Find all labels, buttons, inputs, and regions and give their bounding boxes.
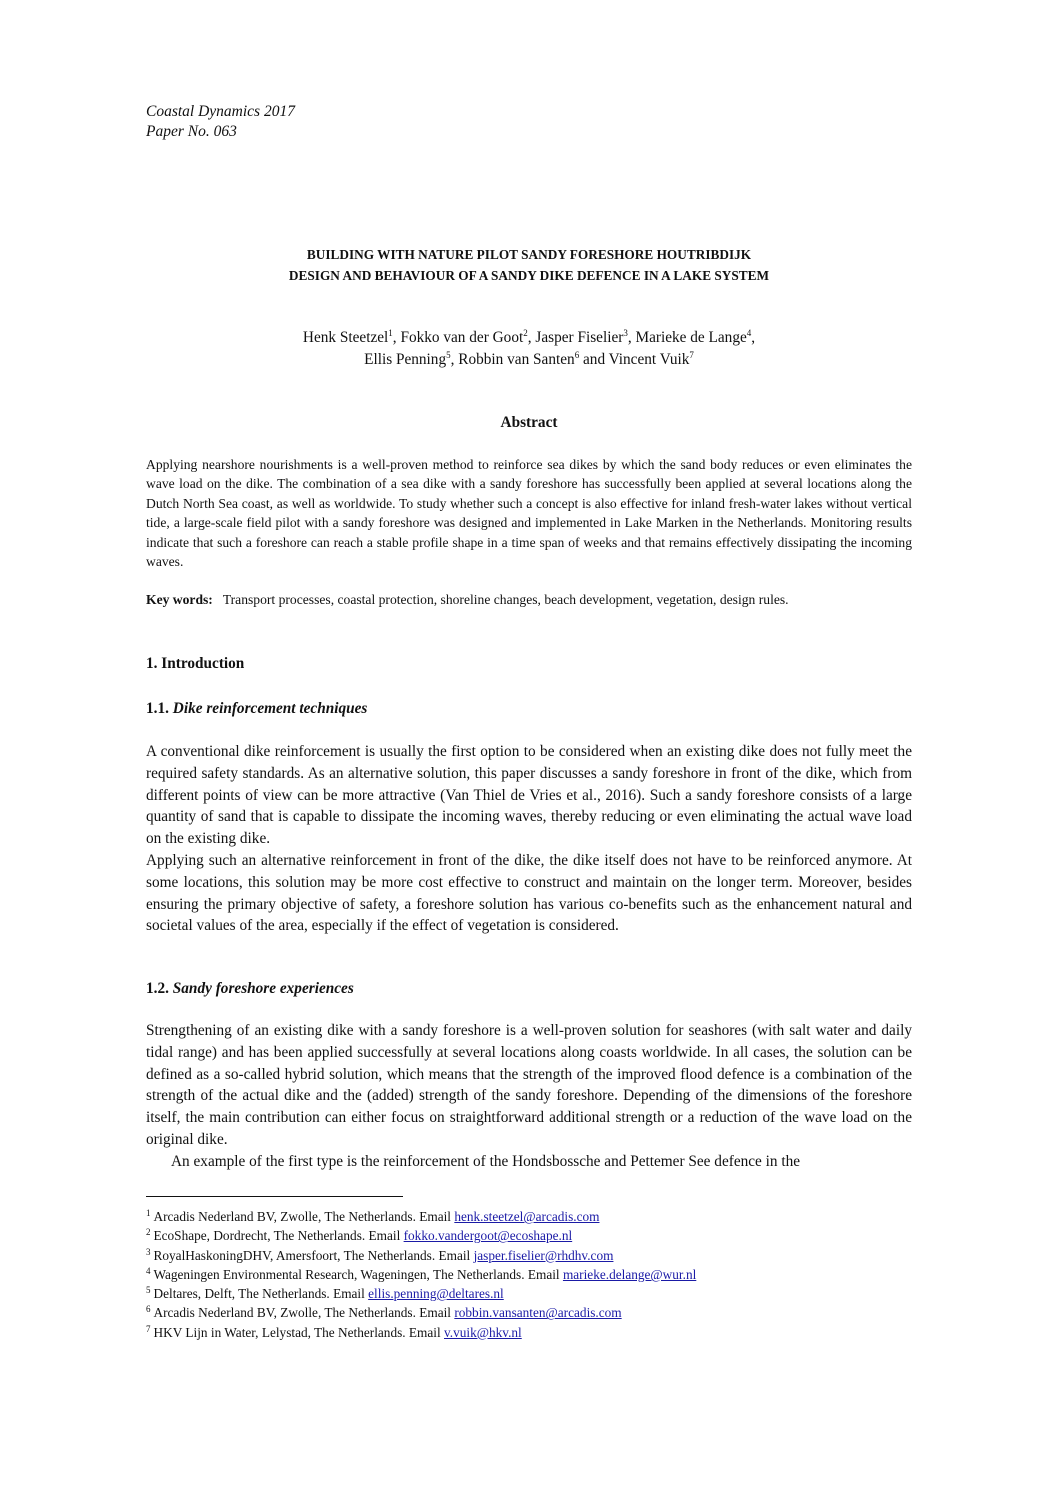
footnote-affiliation: RoyalHaskoningDHV, Amersfoort, The Netherlands. Email xyxy=(153,1247,474,1263)
subsection-title: Sandy foreshore experiences xyxy=(172,980,354,997)
footnote xyxy=(146,1303,912,1322)
footnote-number: 4 xyxy=(146,1265,151,1276)
subsection-number: 1.2. xyxy=(146,980,169,997)
footnote-affiliation: EcoShape, Dordrecht, The Netherlands. Email xyxy=(153,1228,404,1244)
paper-title xyxy=(146,244,912,286)
email-link[interactable]: ellis.penning@deltares.nl xyxy=(368,1286,504,1302)
email-link[interactable]: marieke.delange@wur.nl xyxy=(562,1266,697,1282)
footnote-number: 7 xyxy=(146,1323,151,1334)
section-heading-introduction: 1. Introduction xyxy=(146,655,245,672)
title-line-1: BUILDING WITH NATURE PILOT SANDY FORESHORE HOUTRIBDIJK xyxy=(306,247,752,262)
abstract-text: Applying nearshore nourishments is a well-proven method to reinforce sea dikes by which the sand body reduces or even eliminates the wave load on the dike. The combination of a sea dike with a sandy foreshore has successfully been applied at several locations along the Dutch North Sea coast, as well as worldwide. To study whether such a concept is also effective for inland fresh-water lakes without vertical tide, a large-scale field pilot with a sandy foreshore was designed and implemented in Lake Marken in the Netherlands. Monitoring results indicate that such a foreshore can reach a stable profile shape in a time span of weeks and that remains effectively dissipating the incoming waves. xyxy=(146,457,912,570)
keywords-text: Transport processes, coastal protection, shoreline changes, beach development, vegetation, design rules. xyxy=(222,592,789,607)
author-name: Jasper Fiselier xyxy=(535,329,624,346)
author-affiliation-mark: 2 xyxy=(523,328,528,338)
footnote-number: 5 xyxy=(146,1285,151,1296)
author-affiliation-mark: 5 xyxy=(446,350,451,360)
author-affiliation-mark: 6 xyxy=(574,350,580,360)
paper-number: Paper No. 063 xyxy=(146,123,237,140)
email-link[interactable]: jasper.fiselier@rhdhv.com xyxy=(473,1247,614,1263)
footnote xyxy=(146,1284,912,1303)
footnote xyxy=(146,1226,912,1245)
body-paragraph: A conventional dike reinforcement is usually the first option to be considered when an existing dike does not fully meet the required safety standards. As an alternative solution, this paper discusses a sandy foreshore in front of the dike, which from different points of view can be more attractive (Van Thiel de Vries et al., 2016). Such a sandy foreshore consists of a large quantity of sand that is capable to dissipate the incoming waves, thereby reducing or even eliminating the actual wave load on the existing dike. xyxy=(146,743,912,848)
subsection-heading-1-2 xyxy=(146,980,354,998)
footnote xyxy=(146,1246,912,1265)
footnote-number: 3 xyxy=(146,1246,151,1257)
subsection-heading-1-1 xyxy=(146,700,367,718)
footnote-affiliation: Wageningen Environmental Research, Wageningen, The Netherlands. Email xyxy=(153,1266,563,1282)
author-line-2: Ellis Penning$^5$, Robbin van Santen$^6$ and Vincent Vuik$^7$ xyxy=(364,350,694,368)
author-name: Marieke de Lange xyxy=(635,329,747,346)
author-name: Vincent Vuik xyxy=(608,351,690,368)
author-affiliation-mark: 7 xyxy=(689,350,694,360)
author-list xyxy=(146,327,912,371)
author-affiliation-mark: 4 xyxy=(746,328,752,338)
author-name: Ellis Penning xyxy=(364,351,447,368)
title-line-2: DESIGN AND BEHAVIOUR OF A SANDY DIKE DEFENCE IN A LAKE SYSTEM xyxy=(288,268,770,283)
running-header xyxy=(146,102,295,142)
abstract-heading: Abstract xyxy=(500,414,558,431)
subsection-number: 1.1. xyxy=(146,700,169,717)
footnote-affiliation: Arcadis Nederland BV, Zwolle, The Netherlands. Email xyxy=(153,1305,455,1321)
footnote xyxy=(146,1265,912,1284)
conference-name: Coastal Dynamics 2017 xyxy=(146,103,295,120)
keywords xyxy=(146,592,912,608)
author-line-1: Henk Steetzel$^1$, Fokko van der Goot$^2$, Jasper Fiselier$^3$, Marieke de Lange$^4$, xyxy=(302,328,756,346)
footnote xyxy=(146,1207,912,1226)
footnote-number: 1 xyxy=(146,1208,151,1218)
footnote-divider xyxy=(146,1196,403,1197)
footnote-affiliation: Arcadis Nederland BV, Zwolle, The Netherlands. Email xyxy=(153,1209,455,1224)
footnotes xyxy=(146,1207,912,1342)
body-paragraph: An example of the first type is the reinforcement of the Hondsbossche and Pettemer See defence in the xyxy=(171,1153,801,1170)
footnote-affiliation: Deltares, Delft, The Netherlands. Email xyxy=(153,1286,369,1302)
email-link[interactable]: fokko.vandergoot@ecoshape.nl xyxy=(403,1228,573,1244)
email-link[interactable]: henk.steetzel@arcadis.com xyxy=(454,1209,600,1224)
author-affiliation-mark: 1 xyxy=(388,328,393,338)
footnote-number: 2 xyxy=(146,1227,151,1238)
footnote-affiliation: HKV Lijn in Water, Lelystad, The Netherlands. Email xyxy=(153,1324,444,1340)
footnote xyxy=(146,1323,912,1342)
keywords-label: Key words: xyxy=(146,592,213,607)
author-name: Henk Steetzel xyxy=(302,329,389,346)
body-paragraph: Strengthening of an existing dike with a sandy foreshore is a well-proven solution for seashores (with salt water and daily tidal range) and has been applied successfully at several locations along coasts worldwide. In all cases, the solution can be defined as a so-called hybrid solution, which means that the strength of the improved flood defence is a combination of the strength of the actual dike and the (added) strength of the sandy foreshore. Depending of the dimensions of the foreshore itself, the main contribution can either focus on straightforward additional strength or a reduction of the wave load on the original dike. xyxy=(146,1022,912,1148)
author-name: Fokko van der Goot xyxy=(400,329,524,346)
email-link[interactable]: robbin.vansanten@arcadis.com xyxy=(454,1305,622,1321)
footnote-number: 6 xyxy=(146,1304,151,1315)
subsection-title: Dike reinforcement techniques xyxy=(172,700,368,717)
body-paragraph: Applying such an alternative reinforcement in front of the dike, the dike itself does not have to be reinforced anymore. At some locations, this solution may be more cost effective to construct and maintain on the longer term. Moreover, besides ensuring the primary objective of safety, a foreshore solution has various co-benefits such as the enhancement natural and societal values of the area, especially if the effect of vegetation is considered. xyxy=(146,852,912,935)
email-link[interactable]: v.vuik@hkv.nl xyxy=(444,1324,522,1340)
author-name: Robbin van Santen xyxy=(458,351,575,368)
author-affiliation-mark: 3 xyxy=(623,328,628,338)
